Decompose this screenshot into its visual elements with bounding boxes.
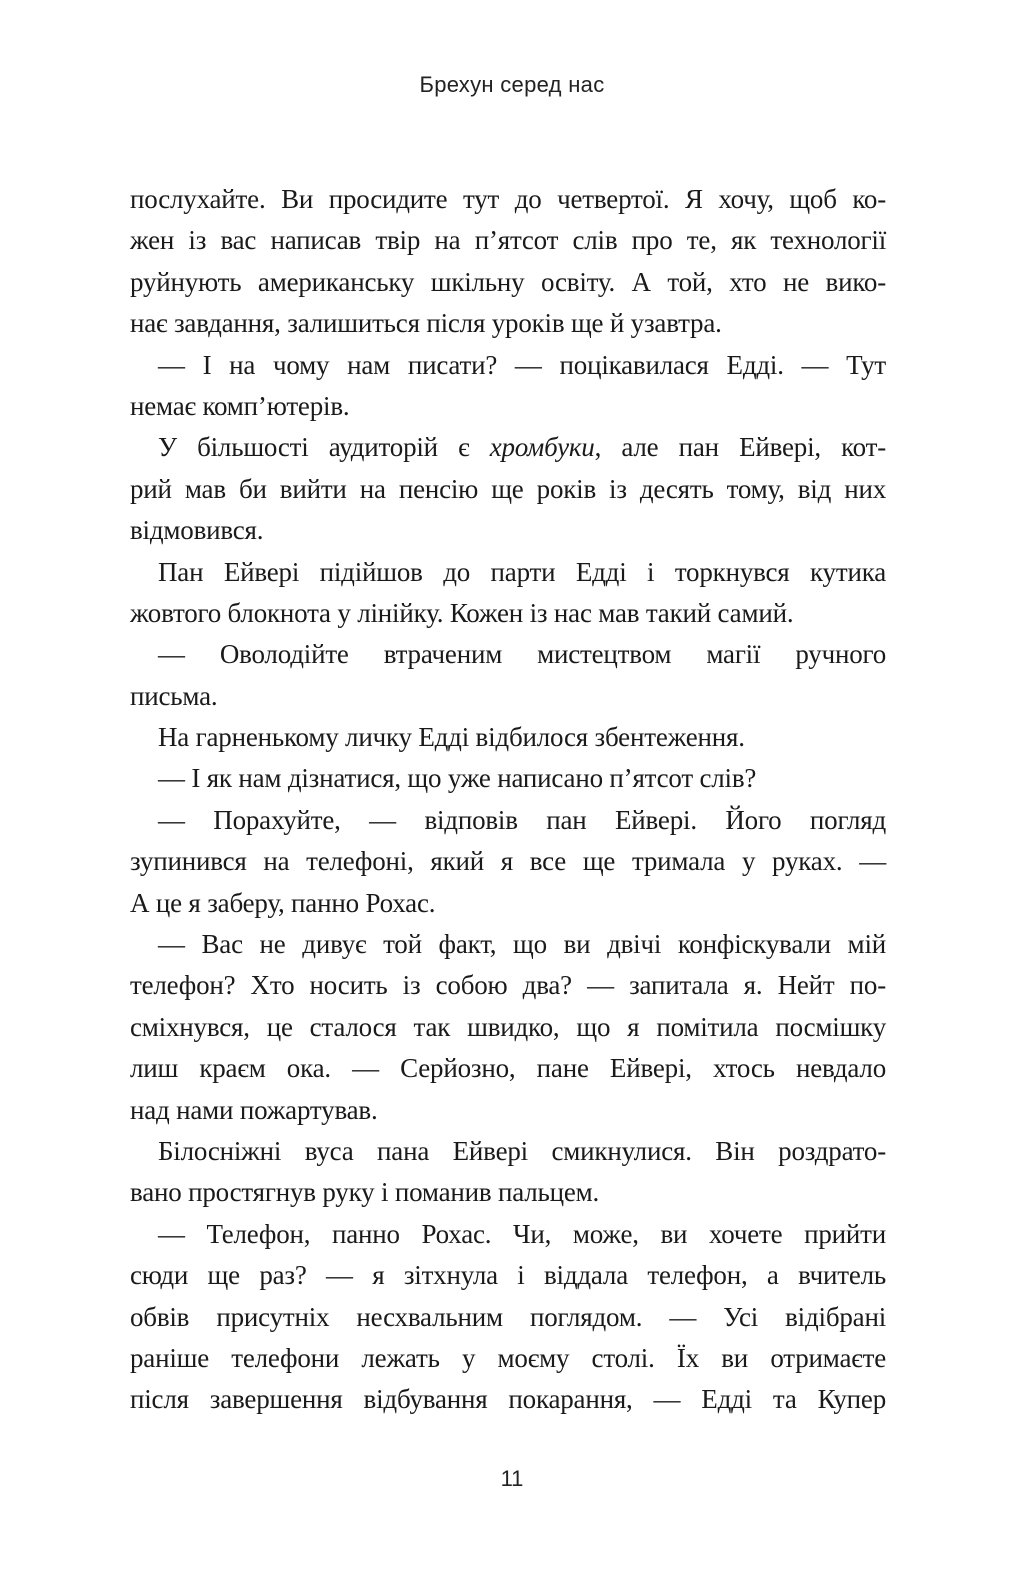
text-line: відмовився.	[130, 515, 264, 546]
text-line: вано простягнув руку і поманив пальцем.	[130, 1177, 600, 1208]
text-line: На гарненькому личку Едді відбилося збентеження.	[158, 722, 745, 753]
text-line	[130, 427, 886, 468]
text-line: — Телефон, панно Рохас. Чи, може, ви хочете прийти	[158, 1218, 886, 1249]
text-line: сміхнувся, це сталося так швидко, що я помітила посмішку	[130, 1011, 886, 1042]
text-line: немає комп’ютерів.	[130, 390, 350, 421]
text-line: жовтого блокнота у лінійку. Кожен із нас мав такий самий.	[130, 597, 794, 628]
text-line: нає завдання, залишиться після уроків ще й узавтра.	[130, 308, 722, 339]
text-line: Білосніжні вуса пана Ейвері смикнулися. Він роздрато-	[158, 1135, 886, 1166]
text-segment: , але пан Ейвері, кот-	[594, 432, 886, 463]
page-number: 11	[500, 1466, 524, 1491]
italic-term: хромбуки	[489, 432, 595, 463]
text-segment: У більшості аудиторій є	[158, 432, 490, 463]
text-line: А це я заберу, панно Рохас.	[130, 887, 436, 918]
text-line: — Оволодійте втраченим мистецтвом магії ручного	[158, 639, 886, 670]
text-line: після завершення відбування покарання, — Едді та Купер	[130, 1384, 886, 1415]
text-line: над нами пожартував.	[130, 1094, 378, 1125]
text-line: — Порахуйте, — відповів пан Ейвері. Його погляд	[158, 804, 886, 835]
text-line: телефон? Хто носить із собою два? — запитала я. Нейт по-	[130, 970, 886, 1001]
text-line: лиш краєм ока. — Серйозно, пане Ейвері, хтось невдало	[130, 1053, 886, 1084]
text-line: — Вас не дивує той факт, що ви двічі конфіскували мій	[158, 929, 886, 960]
body-text	[130, 179, 886, 1421]
text-line: жен із вас написав твір на п’ятсот слів про те, як технології	[130, 225, 886, 256]
text-line: — І на чому нам писати? — поцікавилася Едді. — Тут	[158, 349, 886, 380]
text-line: зупинився на телефоні, який я все ще тримала у руках. —	[130, 846, 886, 877]
text-line: — І як нам дізнатися, що уже написано п’ятсот слів?	[158, 763, 757, 794]
text-line: руйнують американську шкільну освіту. А той, хто не вико-	[130, 266, 886, 297]
text-line: раніше телефони лежать у моєму столі. Їх ви отримаєте	[130, 1342, 886, 1373]
running-header-title: Брехун серед нас	[419, 72, 605, 97]
text-line: обвів присутніх несхвальним поглядом. — Усі відібрані	[130, 1301, 886, 1332]
text-line: Пан Ейвері підійшов до парти Едді і торкнувся кутика	[158, 556, 886, 587]
text-line: письма.	[130, 680, 218, 711]
text-line: послухайте. Ви просидите тут до четвертої. Я хочу, щоб ко-	[130, 184, 886, 214]
text-line: сюди ще раз? — я зітхнула і віддала телефон, а вчитель	[130, 1260, 886, 1291]
text-line: рий мав би вийти на пенсію ще років із десять тому, від них	[130, 473, 886, 504]
